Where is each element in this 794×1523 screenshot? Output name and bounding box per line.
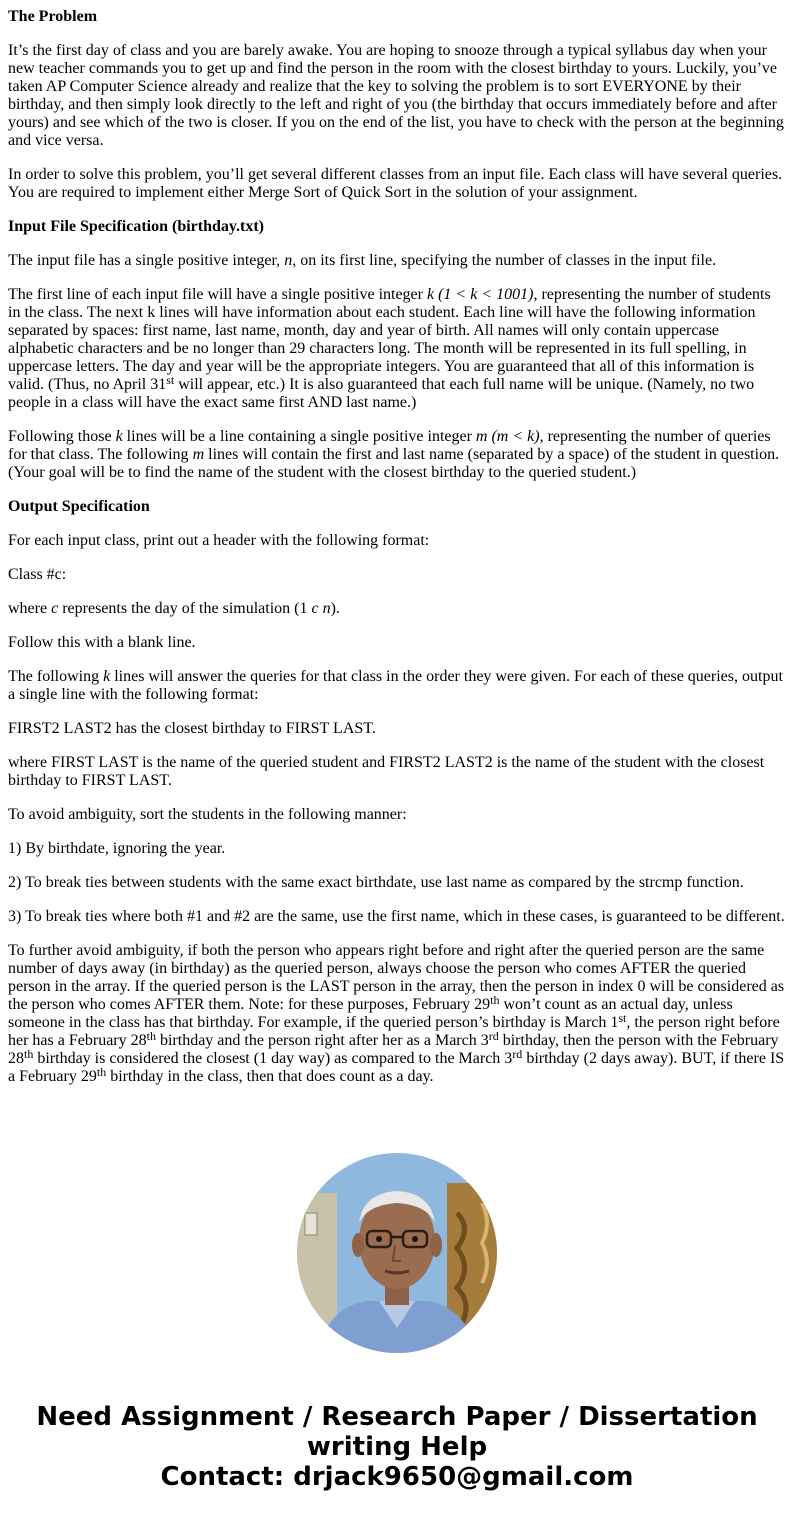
ordinal-suffix: st [618, 1010, 627, 1025]
paragraph-requirements: In order to solve this problem, you’ll get several different classes from an input file. Each class will have several queries. You are required to implement either Merge Sort of Quick Sort in the solution of your assignment. [8, 166, 783, 201]
text-run: birthday, then the person with the February 28 [8, 1032, 779, 1067]
ordinal-suffix: th [146, 1028, 156, 1043]
paragraph-sort-rule-2: 2) To break ties between students with the same exact birthdate, use last name as compared by the strcmp function. [8, 874, 744, 891]
text-run: birthday and the person right after her as a March 3 [155, 1032, 489, 1049]
paragraph-query-lines [8, 668, 786, 704]
text-run: Following those [8, 428, 116, 445]
var-n: n [284, 252, 293, 269]
text-run: , representing the number of queries for that class. The following [8, 428, 771, 463]
heading-output-spec: Output Specification [8, 498, 150, 515]
ordinal-suffix: rd [488, 1028, 499, 1043]
paragraph-sort-intro: To avoid ambiguity, sort the students in the following manner: [8, 806, 407, 823]
text-run: lines will contain the first and last name (separated by a space) of the student in question. (Your goal will be to find the name of the student with the closest birthday to the queried student.) [8, 446, 780, 481]
paragraph-output-format: FIRST2 LAST2 has the closest birthday to FIRST LAST. [8, 720, 376, 737]
text-run: , the person right before her has a February 28 [8, 1014, 780, 1049]
ordinal-suffix: st [166, 372, 175, 387]
paragraph-sort-rule-1: 1) By birthdate, ignoring the year. [8, 840, 226, 857]
ordinal-suffix: rd [512, 1046, 523, 1061]
paragraph-output-explanation: where FIRST LAST is the name of the queried student and FIRST2 LAST2 is the name of the student with the closest birthday to FIRST LAST. [8, 754, 765, 789]
var-k: k [115, 428, 123, 445]
text-run: represents the day of the simulation (1 [58, 600, 312, 617]
var-k-condition: k (1 < k < 1001) [426, 286, 534, 303]
text-run: The first line of each input file will have a single positive integer [8, 286, 427, 303]
paragraph-c-definition [8, 600, 786, 618]
text-run: To further avoid ambiguity, if both the person who appears right before and right after the queried person are the same number of days away (in birthday) as the queried person, always choose the person who comes AFTER the queried person in the array. If the queried person is the LAST person in the array, then the person in index 0 will be considered as the person who comes AFTER them. Note: for these purposes, February 29 [8, 942, 785, 1013]
help-banner-line-2: writing Help [306, 1432, 488, 1462]
text-run: birthday is considered the closest (1 day way) as compared to the March 3 [33, 1050, 513, 1067]
paragraph-queries [8, 428, 786, 482]
var-m-condition: m (m < k) [475, 428, 540, 445]
profile-photo-illustration [297, 1153, 497, 1353]
ordinal-suffix: th [24, 1046, 34, 1061]
heading-input-spec: Input File Specification (birthday.txt) [8, 218, 265, 235]
paragraph-header-format: For each input class, print out a header with the following format: [8, 532, 430, 549]
text-run: birthday (2 days away). BUT, if there IS a February 29 [8, 1050, 785, 1085]
var-c: c [51, 600, 59, 617]
paragraph-blank-line: Follow this with a blank line. [8, 634, 196, 651]
text-run: The input file has a single positive integer, [8, 252, 285, 269]
ordinal-suffix: th [96, 1064, 107, 1079]
document-body [8, 8, 786, 1102]
var-k: k [103, 668, 111, 685]
paragraph-intro: It’s the first day of class and you are barely awake. You are hoping to snooze through a typical syllabus day when your new teacher commands you to get up and find the person in the room with the closest birthday to yours. Luckily, you’ve taken AP Computer Science already and realize that the key to solving the problem is to sort EVERYONE by their birthday, and then simply look directly to the left and right of you (the birthday that occurs immediately before and after yours) and see which of the two is closer. If you on the end of the list, you have to check with the person at the beginning and vice versa. [8, 42, 784, 149]
text-run: lines will answer the queries for that class in the order they were given. For each of these queries, output a single line with the following format: [8, 668, 783, 703]
text-run: will appear, etc.) It is also guaranteed that each full name will be unique. (Namely, no two people in a class will have the exact same first AND last name.) [8, 376, 755, 411]
help-banner [0, 1402, 794, 1492]
var-c-n: c n [311, 600, 331, 617]
text-run: won’t count as an actual day, unless someone in the class has that birthday. For example, if the queried person’s birthday is March 1 [8, 996, 733, 1031]
var-m: m [192, 446, 205, 463]
text-run: lines will be a line containing a single positive integer [122, 428, 476, 445]
profile-photo [297, 1153, 497, 1353]
text-run: The following [8, 668, 104, 685]
paragraph-sort-rule-3: 3) To break ties where both #1 and #2 are the same, use the first name, which in these cases, is guaranteed to be different. [8, 908, 785, 925]
text-run: where [8, 600, 52, 617]
paragraph-tie-breaking [8, 942, 786, 1086]
paragraph-class-format [8, 286, 786, 412]
text-run: birthday in the class, then that does count as a day. [106, 1068, 434, 1085]
ordinal-suffix: th [490, 992, 500, 1007]
heading-the-problem: The Problem [8, 8, 98, 25]
text-run: ). [330, 600, 340, 617]
contact-email: Contact: drjack9650@gmail.com [160, 1462, 634, 1492]
paragraph-input-first-line [8, 252, 786, 270]
text-run: , representing the number of students in the class. The next k lines will have information about each student. Each line will have the following information separated by spaces: first name, last name, month, day and year of birth. All names will only contain uppercase alphabetic characters and be no longer than 29 characters long. The month will be represented in its full spelling, in uppercase letters. The day and year will be the appropriate integers. You are guaranteed that all of this information is valid. (Thus, no April 31 [8, 286, 771, 393]
help-banner-line-1: Need Assignment / Research Paper / Dissertation [36, 1402, 758, 1432]
text-run: , on its first line, specifying the number of classes in the input file. [292, 252, 717, 269]
paragraph-class-header-example: Class #c: [8, 566, 67, 583]
